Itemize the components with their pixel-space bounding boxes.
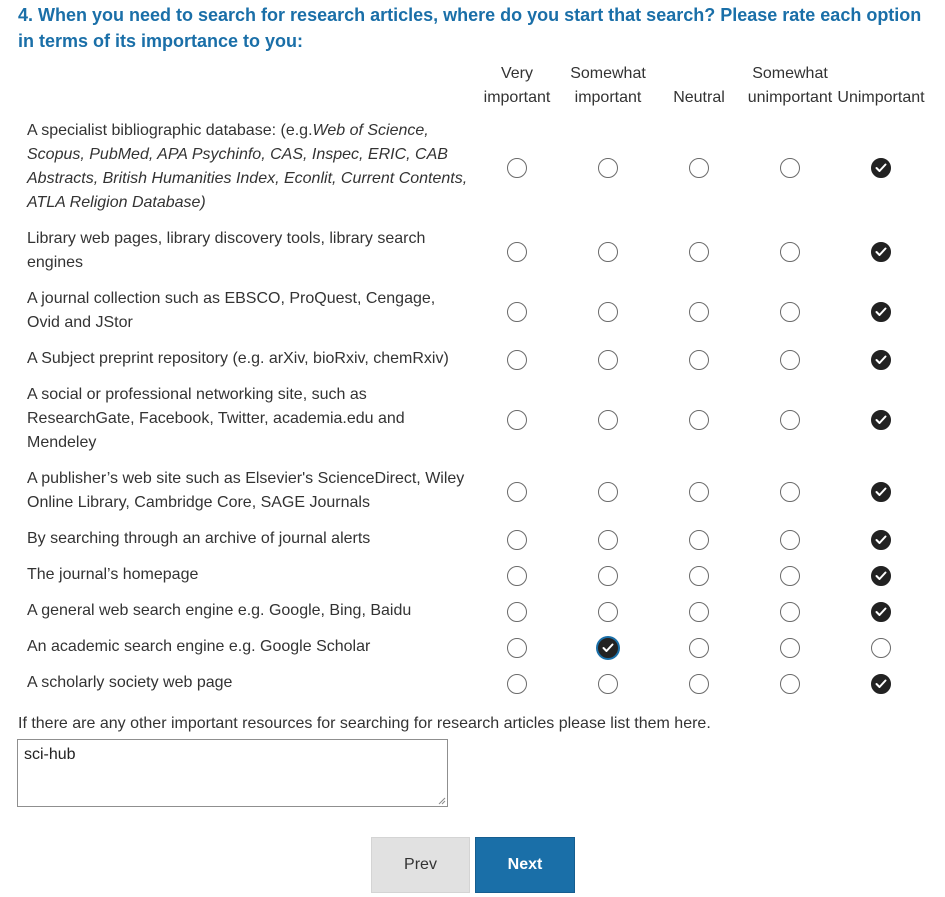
column-header-1 <box>558 62 658 110</box>
radio-row3-col0[interactable] <box>507 350 527 370</box>
column-header-line2: important <box>483 89 551 106</box>
column-header-2 <box>649 86 749 110</box>
row-label-6 <box>27 527 472 551</box>
row-label-3 <box>27 347 472 371</box>
checkmark-icon <box>875 247 887 257</box>
radio-row6-col4-checked[interactable] <box>871 530 891 550</box>
radio-row0-col1[interactable] <box>598 158 618 178</box>
row-label-4 <box>27 383 472 455</box>
column-header-3 <box>740 62 840 110</box>
question-title: 4. When you need to search for research articles, where do you start that search? Please rate each option in terms of its importance to you: <box>18 5 922 51</box>
radio-row10-col2[interactable] <box>689 674 709 694</box>
row-label-1 <box>27 227 472 275</box>
radio-row7-col4-checked[interactable] <box>871 566 891 586</box>
next-button[interactable]: Next <box>475 837 575 893</box>
radio-row1-col1[interactable] <box>598 242 618 262</box>
radio-row2-col3[interactable] <box>780 302 800 322</box>
radio-row5-col4-checked[interactable] <box>871 482 891 502</box>
row-label-text: A Subject preprint repository (e.g. arXiv, bioRxiv, chemRxiv) <box>27 350 449 367</box>
radio-row10-col1[interactable] <box>598 674 618 694</box>
other-resources-value: sci-hub <box>24 746 76 763</box>
column-header-line2: Neutral <box>673 89 725 106</box>
row-label-9 <box>27 635 472 659</box>
radio-row6-col2[interactable] <box>689 530 709 550</box>
radio-row0-col4-checked[interactable] <box>871 158 891 178</box>
column-header-line1: Somewhat <box>752 65 828 82</box>
checkmark-icon <box>875 415 887 425</box>
radio-row4-col0[interactable] <box>507 410 527 430</box>
radio-row9-col3[interactable] <box>780 638 800 658</box>
row-label-7 <box>27 563 472 587</box>
radio-row1-col2[interactable] <box>689 242 709 262</box>
row-label-10 <box>27 671 472 695</box>
column-header-4 <box>831 86 931 110</box>
radio-row2-col4-checked[interactable] <box>871 302 891 322</box>
checkmark-icon <box>875 163 887 173</box>
radio-row8-col2[interactable] <box>689 602 709 622</box>
checkmark-icon <box>875 355 887 365</box>
radio-row9-col2[interactable] <box>689 638 709 658</box>
row-label-text: A specialist bibliographic database: (e.g. <box>27 122 313 139</box>
checkmark-icon <box>875 679 887 689</box>
row-label-text: A social or professional networking site, such as ResearchGate, Facebook, Twitter, academia.edu and Mendeley <box>27 386 405 451</box>
radio-row4-col3[interactable] <box>780 410 800 430</box>
radio-row5-col1[interactable] <box>598 482 618 502</box>
radio-row8-col4-checked[interactable] <box>871 602 891 622</box>
checkmark-icon <box>875 307 887 317</box>
row-label-text: A general web search engine e.g. Google, Bing, Baidu <box>27 602 412 619</box>
radio-row5-col3[interactable] <box>780 482 800 502</box>
radio-row3-col2[interactable] <box>689 350 709 370</box>
row-label-examples: Web of Science, Scopus, PubMed, APA Psychinfo, CAS, Inspec, ERIC, CAB Abstracts, British Humanities Index, Econlit, Current Contents, ATLA Religion Database) <box>27 122 468 211</box>
row-label-text: A journal collection such as EBSCO, ProQuest, Cengage, Ovid and JStor <box>27 290 436 331</box>
radio-row4-col4-checked[interactable] <box>871 410 891 430</box>
radio-row9-col4[interactable] <box>871 638 891 658</box>
checkmark-icon <box>875 607 887 617</box>
radio-row1-col4-checked[interactable] <box>871 242 891 262</box>
radio-row7-col0[interactable] <box>507 566 527 586</box>
radio-row10-col4-checked[interactable] <box>871 674 891 694</box>
radio-row6-col0[interactable] <box>507 530 527 550</box>
radio-row8-col0[interactable] <box>507 602 527 622</box>
other-resources-textarea[interactable] <box>17 739 448 807</box>
radio-row1-col3[interactable] <box>780 242 800 262</box>
radio-row7-col3[interactable] <box>780 566 800 586</box>
checkmark-icon <box>875 535 887 545</box>
radio-row9-col0[interactable] <box>507 638 527 658</box>
radio-row4-col2[interactable] <box>689 410 709 430</box>
checkmark-icon <box>875 571 887 581</box>
radio-row9-col1-checked[interactable] <box>598 638 618 658</box>
other-resources-label: If there are any other important resources for searching for research articles please list them here. <box>18 715 711 732</box>
radio-row5-col0[interactable] <box>507 482 527 502</box>
radio-row2-col0[interactable] <box>507 302 527 322</box>
column-header-line2: Unimportant <box>837 89 925 106</box>
row-label-text: A scholarly society web page <box>27 674 233 691</box>
radio-row0-col0[interactable] <box>507 158 527 178</box>
radio-row10-col3[interactable] <box>780 674 800 694</box>
radio-row3-col3[interactable] <box>780 350 800 370</box>
radio-row1-col0[interactable] <box>507 242 527 262</box>
row-label-8 <box>27 599 472 623</box>
row-label-text: Library web pages, library discovery tools, library search engines <box>27 230 426 271</box>
radio-row4-col1[interactable] <box>598 410 618 430</box>
radio-row3-col4-checked[interactable] <box>871 350 891 370</box>
radio-row7-col1[interactable] <box>598 566 618 586</box>
radio-row8-col1[interactable] <box>598 602 618 622</box>
radio-row0-col3[interactable] <box>780 158 800 178</box>
row-label-text: The journal’s homepage <box>27 566 199 583</box>
prev-button[interactable]: Prev <box>371 837 470 893</box>
column-header-line2: important <box>574 89 642 106</box>
row-label-2 <box>27 287 472 335</box>
column-header-line2: unimportant <box>747 89 833 106</box>
row-label-text: By searching through an archive of journal alerts <box>27 530 371 547</box>
radio-row10-col0[interactable] <box>507 674 527 694</box>
column-header-line1: Very <box>500 65 533 82</box>
row-label-5 <box>27 467 472 515</box>
row-label-text: An academic search engine e.g. Google Scholar <box>27 638 371 655</box>
radio-row7-col2[interactable] <box>689 566 709 586</box>
radio-row5-col2[interactable] <box>689 482 709 502</box>
checkmark-icon <box>875 487 887 497</box>
resize-handle-icon[interactable] <box>438 797 446 805</box>
radio-row8-col3[interactable] <box>780 602 800 622</box>
column-header-line1: Somewhat <box>570 65 646 82</box>
radio-row6-col3[interactable] <box>780 530 800 550</box>
radio-row6-col1[interactable] <box>598 530 618 550</box>
row-label-0 <box>27 119 472 215</box>
radio-row2-col1[interactable] <box>598 302 618 322</box>
radio-row0-col2[interactable] <box>689 158 709 178</box>
row-label-text: A publisher’s web site such as Elsevier's ScienceDirect, Wiley Online Library, Cambridge Core, SAGE Journals <box>27 470 465 511</box>
radio-row2-col2[interactable] <box>689 302 709 322</box>
radio-row3-col1[interactable] <box>598 350 618 370</box>
checkmark-icon <box>602 643 614 653</box>
column-header-0 <box>467 62 567 110</box>
